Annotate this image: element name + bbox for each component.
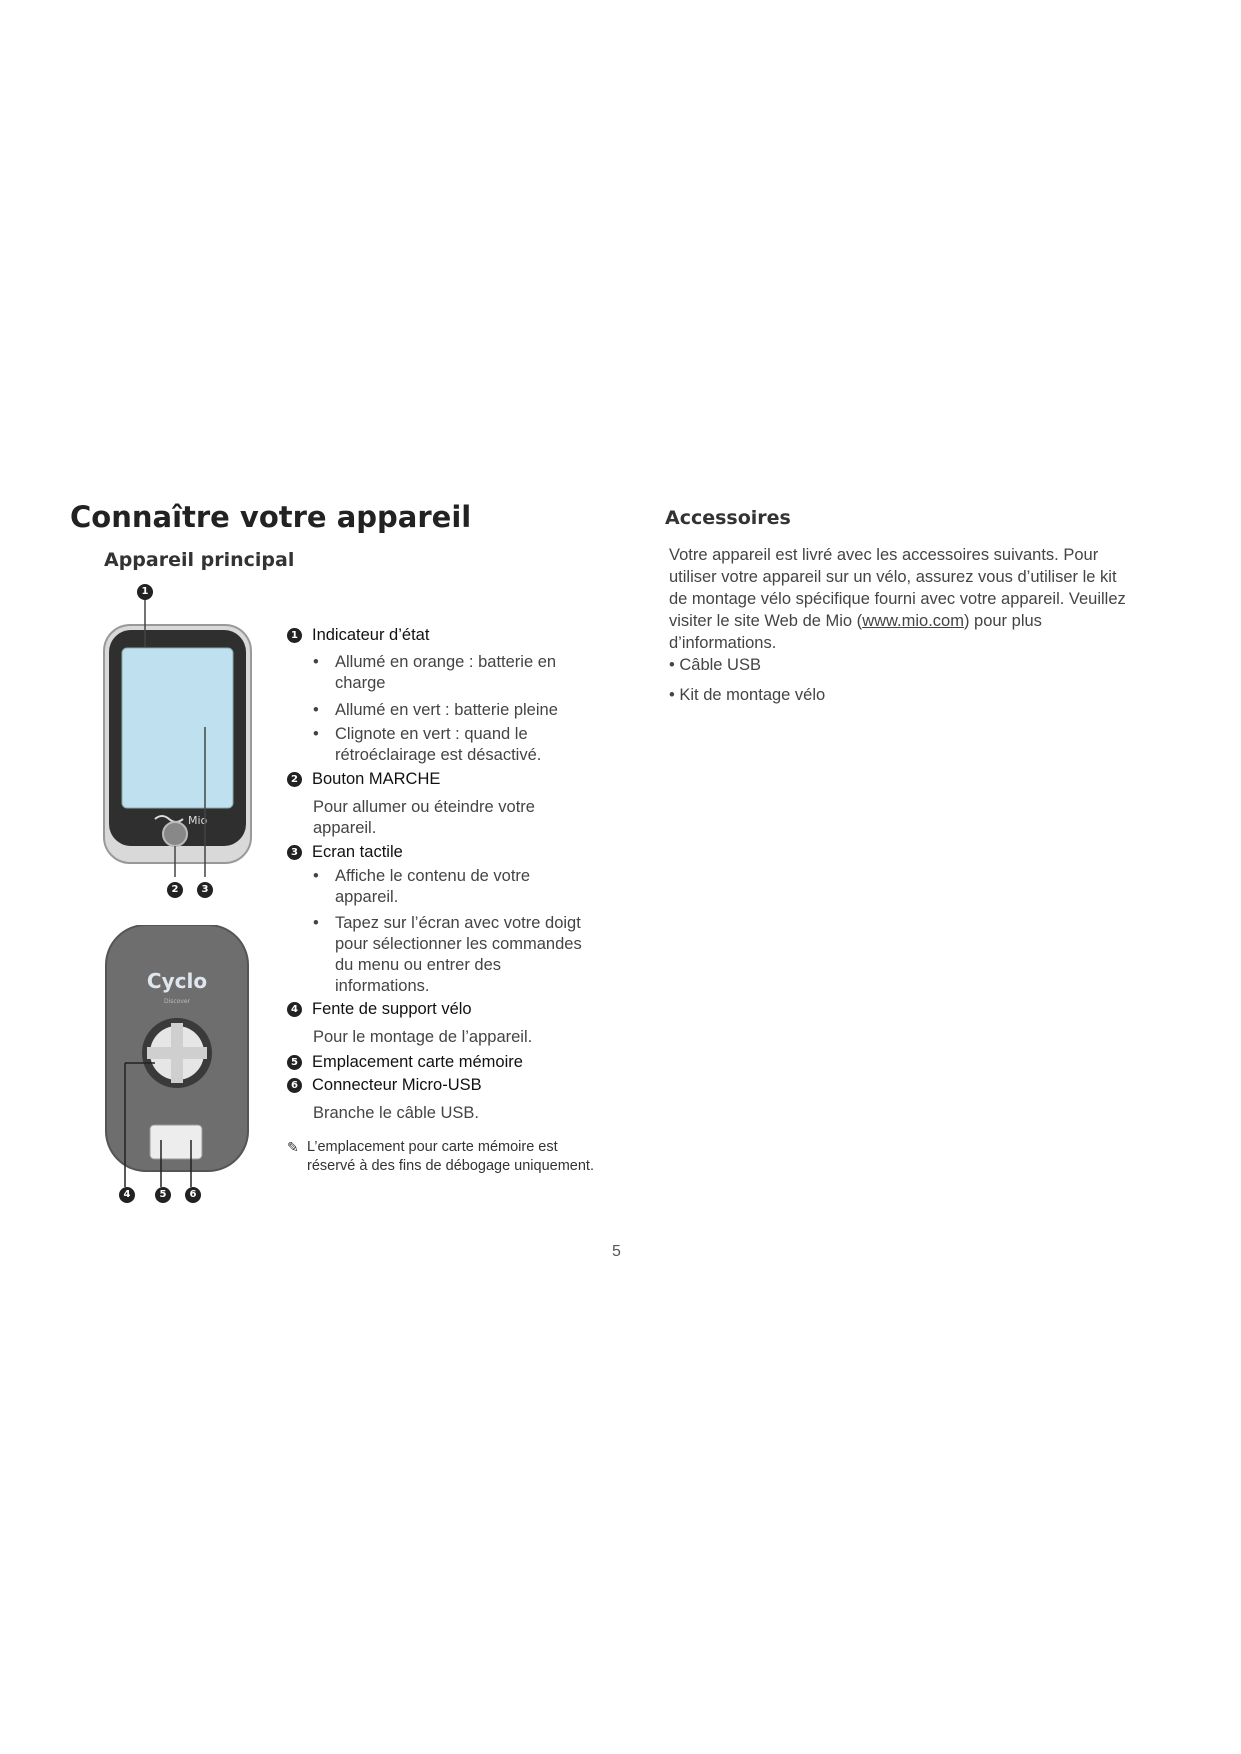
item-micro-usb-connector (287, 1076, 482, 1095)
item-memory-card-slot (287, 1053, 523, 1072)
mio-website-link[interactable]: www.mio.com (862, 612, 964, 630)
item-number: 1 (287, 628, 302, 643)
item-touch-screen (287, 843, 403, 862)
accessory-item: • Kit de montage vélo (669, 686, 826, 704)
bullet-item: • Affiche le contenu de votre appareil. (313, 867, 531, 906)
bullet-item: • Tapez sur l’écran avec votre doigt pour sélectionner les commandes du menu ou entrer des informations. (313, 914, 582, 995)
item-label: Ecran tactile (312, 843, 403, 861)
item-power-button (287, 770, 440, 789)
callout-6: 6 (185, 1187, 201, 1203)
bullet-item: • Clignote en vert : quand le rétroéclairage est désactivé. (313, 725, 542, 764)
item-number: 2 (287, 772, 302, 787)
item-number: 3 (287, 845, 302, 860)
callout-5: 5 (155, 1187, 171, 1203)
item-description: Pour le montage de l’appareil. (313, 1028, 533, 1046)
callout-4: 4 (119, 1187, 135, 1203)
item-label: Fente de support vélo (312, 1000, 472, 1018)
accessories-intro: Votre appareil est livré avec les accessoires suivants. Pour utiliser votre appareil sur un vélo, assurez vous d’utiliser le kit de montage vélo spécifique fourni avec votre appareil. Veuillez visiter le site Web de Mio (www.mio.com) pour plus d’informations. (669, 546, 1126, 652)
pencil-note-icon: ✎ (287, 1139, 299, 1155)
back-sublogo: Discover (163, 998, 191, 1005)
page-number: 5 (612, 1243, 621, 1260)
item-label: Emplacement carte mémoire (312, 1053, 523, 1071)
note (287, 1138, 607, 1176)
callout-3: 3 (197, 882, 213, 898)
item-status-indicator (287, 626, 429, 645)
section-heading-accessories: Accessoires (665, 507, 791, 529)
item-number: 4 (287, 1002, 302, 1017)
section-heading-main: Appareil principal (104, 549, 295, 571)
callout-1: 1 (137, 584, 153, 600)
device-back-illustration (95, 925, 270, 1210)
item-number: 5 (287, 1055, 302, 1070)
front-logo: Mio (188, 814, 208, 827)
item-description: Pour allumer ou éteindre votre appareil. (313, 798, 535, 837)
item-label: Bouton MARCHE (312, 770, 441, 788)
item-bike-mount-slot (287, 1000, 472, 1019)
item-label: Indicateur d’état (312, 626, 430, 644)
page-title: Connaître votre appareil (70, 500, 472, 534)
bullet-item: • Allumé en orange : batterie en charge (313, 653, 557, 692)
device-front-illustration (95, 575, 270, 900)
item-description: Branche le câble USB. (313, 1104, 480, 1122)
note-text: L’emplacement pour carte mémoire est réservé à des fins de débogage uniquement. (307, 1139, 594, 1174)
item-label: Connecteur Micro-USB (312, 1076, 482, 1094)
callout-2: 2 (167, 882, 183, 898)
accessory-item: • Câble USB (669, 656, 761, 674)
bullet-item: • Allumé en vert : batterie pleine (313, 701, 558, 719)
item-number: 6 (287, 1078, 302, 1093)
back-logo: Cyclo (146, 969, 208, 993)
